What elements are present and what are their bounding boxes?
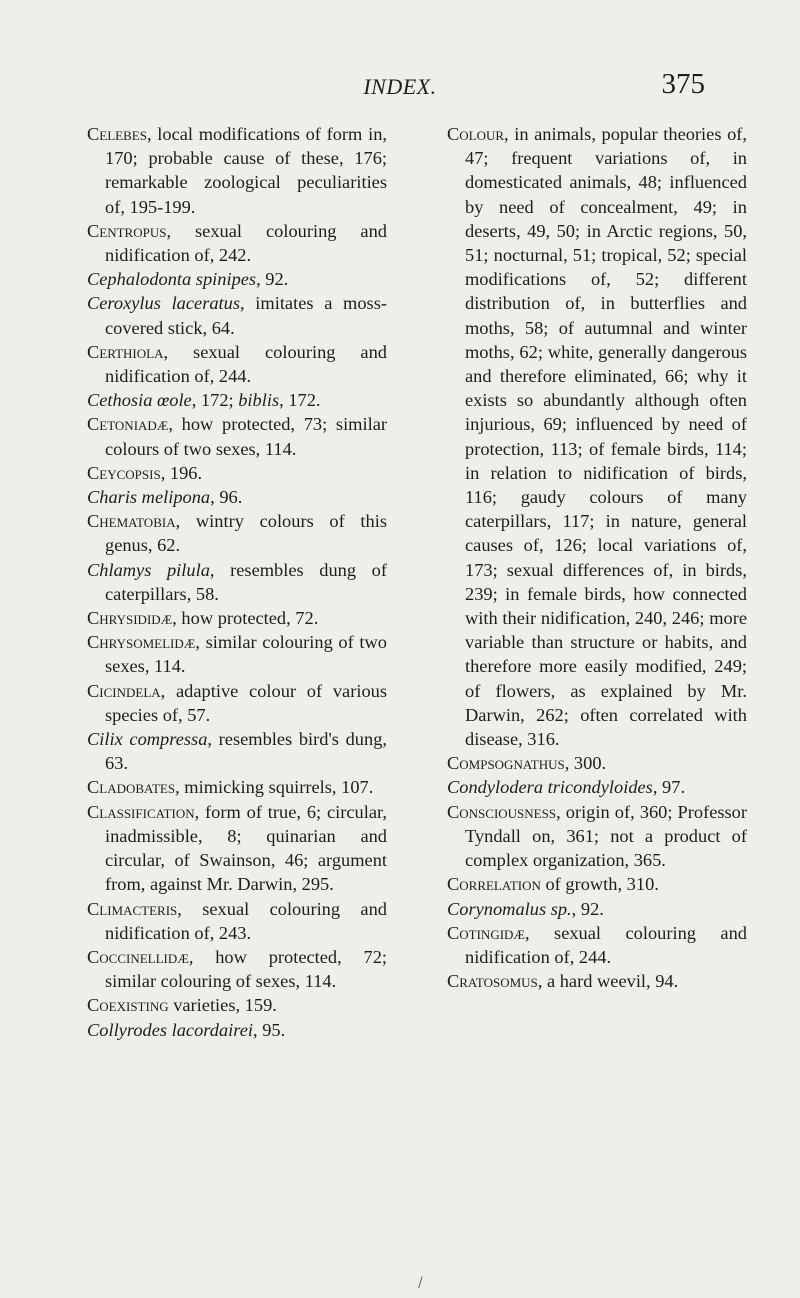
index-entry: [447, 921, 747, 969]
entry-heading-italic: Cilix compressa: [87, 729, 208, 750]
entry-text: varieties, 159.: [168, 995, 277, 1016]
entry-heading-italic: Cethosia œole: [87, 390, 192, 411]
entry-heading: Correlation: [447, 874, 541, 895]
entry-heading-italic: Chlamys pilula: [87, 559, 210, 580]
entry-heading-italic: Condylodera tricondyloides: [447, 777, 653, 798]
entry-text: , sexual colouring and nidification of, 244.: [105, 341, 387, 387]
index-entry: [87, 485, 387, 509]
entry-text: , 172.: [279, 390, 321, 411]
entry-heading: Chrysomelidæ: [87, 632, 196, 653]
entry-text: , 97.: [652, 777, 686, 798]
entry-text: , 92.: [256, 269, 289, 290]
entry-heading: Certhiola: [87, 341, 164, 362]
entry-text: , origin of, 360; Professor Tyndall on, 361; not a product of complex organization, 365.: [465, 801, 747, 871]
entry-heading-italic: Collyrodes lacordairei: [87, 1019, 254, 1040]
entry-text: , a hard weevil, 94.: [537, 971, 679, 992]
index-entry: [87, 775, 387, 799]
entry-heading: Consciousness: [447, 801, 557, 822]
index-entry: [87, 412, 387, 460]
entry-text: , 300.: [564, 753, 607, 774]
index-entry: [87, 727, 387, 775]
entry-text: , 95.: [253, 1019, 286, 1040]
index-entry: [87, 897, 387, 945]
entry-text: , sexual colouring and nidification of, 244.: [465, 922, 747, 967]
page-number: 375: [661, 68, 705, 100]
entry-text: , form of true, 6; circular, inadmissible, 8; quinarian and circular, of Swainson, 46; argument from, against Mr. Darwin, 295.: [105, 801, 387, 895]
index-entry: [87, 461, 387, 485]
index-entry: [87, 993, 387, 1017]
index-entry: [87, 340, 387, 388]
index-entry: [87, 606, 387, 630]
entry-text: , resembles bird's dung, 63.: [105, 729, 387, 774]
entry-text: , 96.: [210, 487, 243, 508]
entry-text: , wintry colours of this genus, 62.: [105, 511, 387, 556]
index-entry: [447, 969, 747, 993]
entry-heading: Coccinellidæ: [87, 946, 189, 967]
entry-heading: Cladobates: [87, 777, 176, 798]
entry-heading: Cratosomus: [447, 971, 538, 992]
index-columns: [87, 122, 747, 1042]
entry-text: , mimicking squirrels, 107.: [175, 777, 374, 798]
entry-text: of growth, 310.: [540, 874, 659, 895]
index-entry: [87, 630, 387, 678]
entry-subheading-italic: biblis: [238, 390, 280, 411]
entry-heading-italic: Corynomalus sp.: [447, 898, 572, 919]
entry-text: , local modifications of form in, 170; probable cause of these, 176; remarkable zoological peculiarities of, 195-199.: [105, 124, 387, 217]
entry-text: , similar colouring of two sexes, 114.: [105, 632, 387, 677]
entry-heading: Classification: [87, 801, 195, 822]
entry-heading-italic: Ceroxylus laceratus: [87, 293, 241, 314]
entry-heading: Chrysididæ: [87, 608, 173, 629]
index-entry: [87, 509, 387, 557]
index-entry: [87, 1018, 387, 1042]
entry-text: , in animals, popular theories of, 47; frequent variations of, in domesticated animals, 48; influenced by need of concealment, 49; in deserts, 49, 50; in Arctic regions, 50, 51; nocturnal, 51; tropical, 52; special modifications of, 52; different distribution of, in butterflies and moths, 58; of autumnal and winter moths, 62; white, generally dangerous and therefore eliminated, 66; why it exists so abundantly although often injurious, 69; influenced by need of protection, 113; of female birds, 114; in relation to nidification of birds, 116; gaudy colours of many caterpillars, 117; in nature, general causes of, 126; local variations of, 173; sexual differences of, in birds, 239; in female birds, how connected with their nidification, 240, 246; more variable than structure or habits, and therefore more easily modified, 249; of flowers, as explained by Mr. Darwin, 262; often correlated with disease, 316.: [465, 124, 747, 750]
index-entry: [87, 945, 387, 993]
entry-text: , how protected, 72.: [172, 608, 319, 629]
index-entry: [447, 122, 747, 751]
page-header: [0, 60, 800, 110]
index-entry: [447, 775, 747, 799]
index-entry: [447, 897, 747, 921]
index-entry: [87, 291, 387, 339]
entry-text: , 196.: [160, 462, 203, 483]
entry-heading: Cetoniadæ: [87, 414, 169, 435]
index-entry: [87, 800, 387, 897]
entry-heading: Ceycopsis: [87, 462, 161, 483]
entry-heading: Cotingidæ: [447, 922, 525, 943]
index-entry: [447, 800, 747, 873]
entry-heading: Celebes: [87, 124, 147, 144]
index-entry: [87, 558, 387, 606]
running-title: INDEX.: [363, 74, 437, 99]
entry-heading: Coexisting: [87, 995, 169, 1016]
entry-text: , adaptive colour of various species of, 57.: [105, 680, 387, 725]
index-entry: [87, 388, 387, 412]
entry-text: , 172;: [191, 390, 239, 411]
entry-text: , how protected, 73; similar colours of two sexes, 114.: [105, 414, 387, 459]
entry-heading-italic: Cephalodonta spinipes: [87, 269, 257, 290]
entry-text: , imitates a moss-covered stick, 64.: [105, 293, 387, 338]
entry-heading: Climacteris: [87, 898, 178, 919]
entry-heading-italic: Charis melipona: [87, 487, 211, 508]
entry-text: , how protected, 72; similar colouring of sexes, 114.: [105, 946, 387, 992]
entry-text: , sexual colouring and nidification of, 242.: [105, 220, 387, 266]
entry-text: , 92.: [571, 898, 604, 919]
left-column: [87, 122, 387, 1042]
entry-text: , sexual colouring and nidification of, 243.: [105, 898, 387, 943]
entry-text: , resembles dung of caterpillars, 58.: [105, 559, 387, 604]
index-entry: [447, 872, 747, 896]
index-entry: [87, 122, 387, 219]
index-entry: [87, 267, 387, 291]
index-entry: [447, 751, 747, 775]
stray-mark: /: [418, 1275, 423, 1291]
index-entry: [87, 679, 387, 727]
entry-heading: Compsognathus: [447, 753, 565, 774]
entry-heading: Centropus: [87, 220, 167, 241]
entry-heading: Cicindela: [87, 680, 161, 701]
entry-heading: Chematobia: [87, 511, 176, 532]
entry-heading: Colour: [447, 124, 505, 144]
right-column: [447, 122, 747, 1042]
index-entry: [87, 219, 387, 267]
